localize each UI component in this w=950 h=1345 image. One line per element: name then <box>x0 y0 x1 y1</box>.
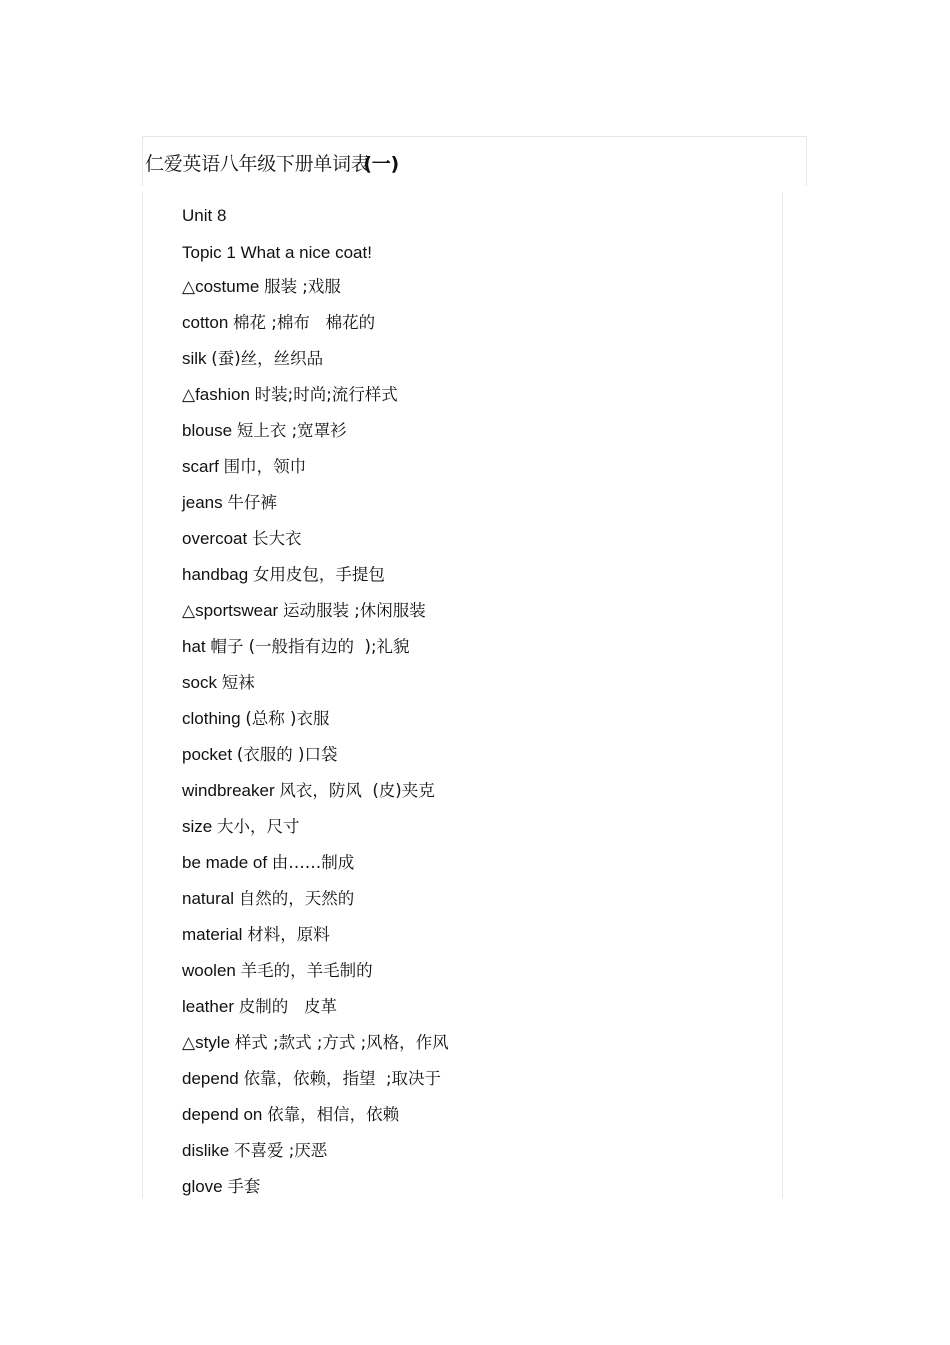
vocab-meaning: 不喜爱 ;厌恶 <box>233 1141 328 1160</box>
vocab-entry <box>182 457 306 477</box>
vocab-meaning: 棉花 ;棉布 棉花的 <box>233 313 376 332</box>
vocab-meaning: 长大衣 <box>251 529 302 548</box>
vocab-meaning: (总称 )衣服 <box>245 709 330 728</box>
vocab-word: sock <box>182 673 217 692</box>
vocab-meaning: 依靠，相信，依赖 <box>267 1105 400 1124</box>
title-frame <box>142 136 807 186</box>
vocab-entry <box>182 1069 441 1089</box>
vocab-entry <box>182 1033 449 1053</box>
vocab-meaning: 依靠，依赖，指望 ;取决于 <box>243 1069 442 1088</box>
vocab-word: △style <box>182 1033 231 1052</box>
vocab-word: woolen <box>182 961 236 980</box>
vocab-entry <box>182 313 375 333</box>
vocab-entry <box>182 637 410 657</box>
vocab-entry <box>182 745 337 765</box>
vocab-word: △costume <box>182 277 260 296</box>
vocab-meaning: 手套 <box>227 1177 261 1196</box>
vocab-word: depend on <box>182 1105 263 1124</box>
vocab-entry <box>182 493 277 513</box>
vocab-meaning: 帽子 (一般指有边的 );礼貌 <box>210 637 410 656</box>
vocab-word: natural <box>182 889 234 908</box>
vocab-word: leather <box>182 997 234 1016</box>
vocab-meaning: 皮制的 皮革 <box>238 997 337 1016</box>
vocab-meaning: 样式 ;款式 ;方式 ;风格，作风 <box>234 1033 449 1052</box>
unit-heading: Unit 8 <box>182 206 227 225</box>
topic-heading: Topic 1 What a nice coat! <box>182 243 372 262</box>
vocab-entry <box>182 853 354 873</box>
title-main: 仁爱英语八年级下册单词表 <box>145 153 370 175</box>
title-suffix: (一) <box>363 153 399 175</box>
vocab-entry <box>182 961 373 981</box>
vocab-word: overcoat <box>182 529 248 548</box>
vocab-entry <box>182 277 341 297</box>
vocab-word: jeans <box>182 493 223 512</box>
vocab-entry <box>182 1141 327 1161</box>
document-title <box>145 149 399 176</box>
vocab-word: depend <box>182 1069 239 1088</box>
vocab-entry <box>182 529 301 549</box>
vocab-meaning: 由……制成 <box>271 853 355 872</box>
vocab-meaning: (衣服的 )口袋 <box>236 745 338 764</box>
vocab-entry <box>182 1105 399 1125</box>
vocab-entry <box>182 349 323 369</box>
vocab-word: glove <box>182 1177 223 1196</box>
vocab-meaning: 牛仔裤 <box>227 493 277 512</box>
vocab-meaning: 服装 ;戏服 <box>264 277 341 296</box>
vocab-entry <box>182 817 299 837</box>
vocab-meaning: 风衣，防风 (皮)夹克 <box>279 781 435 800</box>
vocab-word: silk <box>182 349 207 368</box>
vocab-word: be made of <box>182 853 268 872</box>
vocab-meaning: 运动服装 ;休闲服装 <box>282 601 426 620</box>
word-list-frame <box>142 192 783 1198</box>
vocab-meaning: 羊毛的，羊毛制的 <box>240 961 373 980</box>
vocab-meaning: 自然的，天然的 <box>238 889 355 908</box>
vocab-meaning: 大小，尺寸 <box>216 817 300 836</box>
vocab-word: scarf <box>182 457 219 476</box>
vocab-entry <box>182 673 255 693</box>
vocab-entry <box>182 781 435 801</box>
vocab-word: size <box>182 817 213 836</box>
vocab-word: △fashion <box>182 385 250 404</box>
vocab-word: windbreaker <box>182 781 275 800</box>
vocab-word: material <box>182 925 243 944</box>
vocab-word: dislike <box>182 1141 230 1160</box>
vocab-meaning: 短袜 <box>221 673 255 692</box>
vocab-entry <box>182 1177 260 1197</box>
vocab-word: handbag <box>182 565 249 584</box>
vocab-meaning: 材料，原料 <box>247 925 330 944</box>
vocab-entry <box>182 925 330 945</box>
vocab-word: cotton <box>182 313 229 332</box>
vocab-word: pocket <box>182 745 233 764</box>
vocab-entry <box>182 421 347 441</box>
vocab-word: △sportswear <box>182 601 279 620</box>
vocab-word: clothing <box>182 709 241 728</box>
vocab-entry <box>182 601 426 621</box>
vocab-word: hat <box>182 637 206 656</box>
vocab-meaning: 围巾，领巾 <box>223 457 307 476</box>
vocab-meaning: 女用皮包，手提包 <box>252 565 385 584</box>
vocab-meaning: 时装;时尚;流行样式 <box>254 385 398 404</box>
vocab-meaning: 短上衣 ;宽罩衫 <box>236 421 347 440</box>
vocab-entry <box>182 889 354 909</box>
vocab-entry <box>182 385 398 405</box>
vocab-meaning: (蚕)丝，丝织品 <box>211 349 324 368</box>
vocab-entry <box>182 709 329 729</box>
vocab-entry <box>182 565 385 585</box>
vocab-entry <box>182 997 337 1017</box>
vocab-word: blouse <box>182 421 233 440</box>
